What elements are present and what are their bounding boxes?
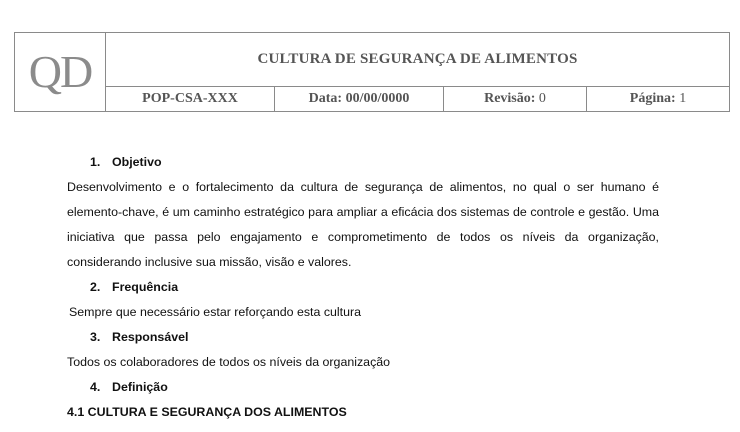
subsection-heading: 4.1 CULTURA E SEGURANÇA DOS ALIMENTOS — [67, 405, 347, 419]
paragraph-line: elemento-chave, é um caminho estratégico para ampliar a eficácia dos sistemas de controle e gestão. Uma — [67, 205, 659, 219]
section-heading-responsavel — [67, 325, 659, 350]
section-number: 4. — [90, 380, 101, 394]
document-revision — [444, 87, 587, 112]
document-title: CULTURA DE SEGURANÇA DE ALIMENTOS — [106, 33, 730, 87]
page-value: 1 — [679, 91, 687, 106]
paragraph-line: Desenvolvimento e o fortalecimento da cultura de segurança de alimentos, no qual o ser humano é — [67, 180, 659, 194]
date-value: 00/00/0000 — [345, 91, 410, 106]
frequencia-text: Sempre que necessário estar reforçando esta cultura — [69, 305, 362, 319]
section-heading-definicao — [67, 375, 659, 400]
section-title: Responsável — [112, 330, 189, 344]
section-title: Definição — [112, 380, 168, 394]
section-title: Objetivo — [112, 155, 162, 169]
responsavel-text: Todos os colaboradores de todos os níveis da organização — [67, 355, 391, 369]
section-heading-frequencia — [67, 275, 659, 300]
section-number: 2. — [90, 280, 101, 294]
page-label: Página: — [629, 91, 676, 106]
company-logo: QD — [28, 46, 92, 97]
objetivo-paragraph — [67, 175, 659, 275]
revision-value: 0 — [538, 91, 546, 106]
section-number: 1. — [90, 155, 101, 169]
section-number: 3. — [90, 330, 101, 344]
section-title: Frequência — [112, 280, 179, 294]
paragraph-line: iniciativa que passa pelo engajamento e comprometimento de todos os níveis da organização, — [67, 230, 659, 244]
document-body — [67, 150, 659, 425]
document-date — [275, 87, 444, 112]
document-code: POP-CSA-XXX — [106, 87, 275, 112]
date-label: Data: — [308, 91, 343, 106]
document-header — [14, 32, 730, 112]
paragraph-line: considerando inclusive sua missão, visão e valores. — [67, 255, 352, 269]
logo-cell — [15, 33, 106, 112]
revision-label: Revisão: — [484, 91, 536, 106]
section-heading-objetivo — [67, 150, 659, 175]
document-page — [587, 87, 730, 112]
